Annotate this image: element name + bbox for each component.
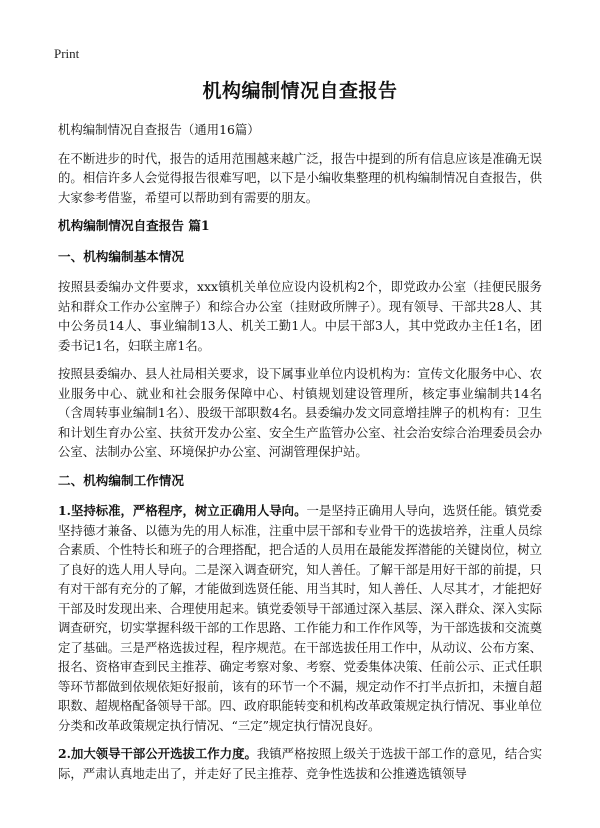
document-subtitle: 机构编制情况自查报告（通用16篇） — [58, 122, 260, 137]
item2-paragraph — [58, 744, 542, 783]
item1-paragraph — [58, 501, 542, 735]
section2-heading: 二、机构编制工作情况 — [58, 472, 184, 488]
document-body — [58, 120, 542, 792]
print-link[interactable]: Print — [54, 46, 80, 61]
part-heading: 机构编制情况自查报告 篇1 — [58, 218, 210, 233]
section1-paragraph-2: 按照县委编办、县人社局相关要求，设下属事业单位内设机构为：宣传文化服务中心、农业服务中心、就业和社会服务保障中心、村镇规划建设管理所，核定事业编制共14名（含周转事业编制1名）、股级干部职数4名。县委编办发文同意增挂牌子的机构有：卫生和计划生育办公室、扶贫开发办公室、安全生产监管办公室、社会治安综合治理委员会办公室、法制办公室、环境保护办公室、河湖管理保护站。 — [58, 366, 542, 459]
section1-heading: 一、机构编制基本情况 — [58, 248, 184, 264]
item2-body: 我镇严格按照上级关于选拔干部工作的意见，结合实际，严肃认真地走出了，并走好了民主推荐、竞争性选拔和公推遴选镇领导 — [58, 746, 543, 781]
item2-lead: 2.加大领导干部公开选拔工作力度。 — [58, 746, 257, 761]
section1-paragraph-1: 按照县委编办文件要求，xxx镇机关单位应设内设机构2个，即党政办公室（挂便民服务站和群众工作办公室牌子）和综合办公室（挂财政所牌子）。现有领导、干部共28人、其中公务员14人、事业编制13人、机关工勤1人。中层干部3人，其中党政办主任1名，团委书记1名，妇联主席1名。 — [58, 279, 542, 353]
document-title: 机构编制情况自查报告 — [202, 80, 398, 102]
intro-paragraph: 在不断进步的时代，报告的适用范围越来越广泛，报告中提到的所有信息应该是准确无误的。相信许多人会觉得报告很难写吧，以下是小编收集整理的机构编制情况自查报告，供大家参考借鉴，希望可以帮助到有需要的朋友。 — [58, 150, 542, 205]
item1-body: 一是坚持正确用人导向，选贤任能。镇党委坚持德才兼备、以德为先的用人标准，注重中层干部和专业骨干的选拔培养，注重人员综合素质、个性特长和班子的合理搭配，把合适的人员用在最能发挥潜能的关键岗位，树立了良好的选人用人导向。二是深入调查研究，知人善任。了解干部是用好干部的前提，只有对干部有充分的了解，才能做到选贤任能、用当其时，知人善任、人尽其才，才能把好干部及时发现出来、合理使用起来。镇党委领导干部通过深入基层、深入群众、深入实际调查研究，切实掌握科级干部的工作思路、工作能力和工作作风等，为干部选拔和交流奠定了基础。三是严格选拔过程，程序规范。在干部选拔任用工作中，从动议、公布方案、报名、资格审查到民主推荐、确定考察对象、考察、党委集体决策、任前公示、正式任职等环节都做到依规依矩好报前，该有的环节一个不漏，规定动作不打半点折扣，未擅自超职数、超规格配备领导干部。四、政府职能转变和机构改革政策规定执行情况、事业单位分类和改革政策规定执行情况、“三定”规定执行情况良好。 — [58, 503, 543, 733]
item1-lead: 1.坚持标准，严格程序，树立正确用人导向。 — [58, 503, 307, 518]
